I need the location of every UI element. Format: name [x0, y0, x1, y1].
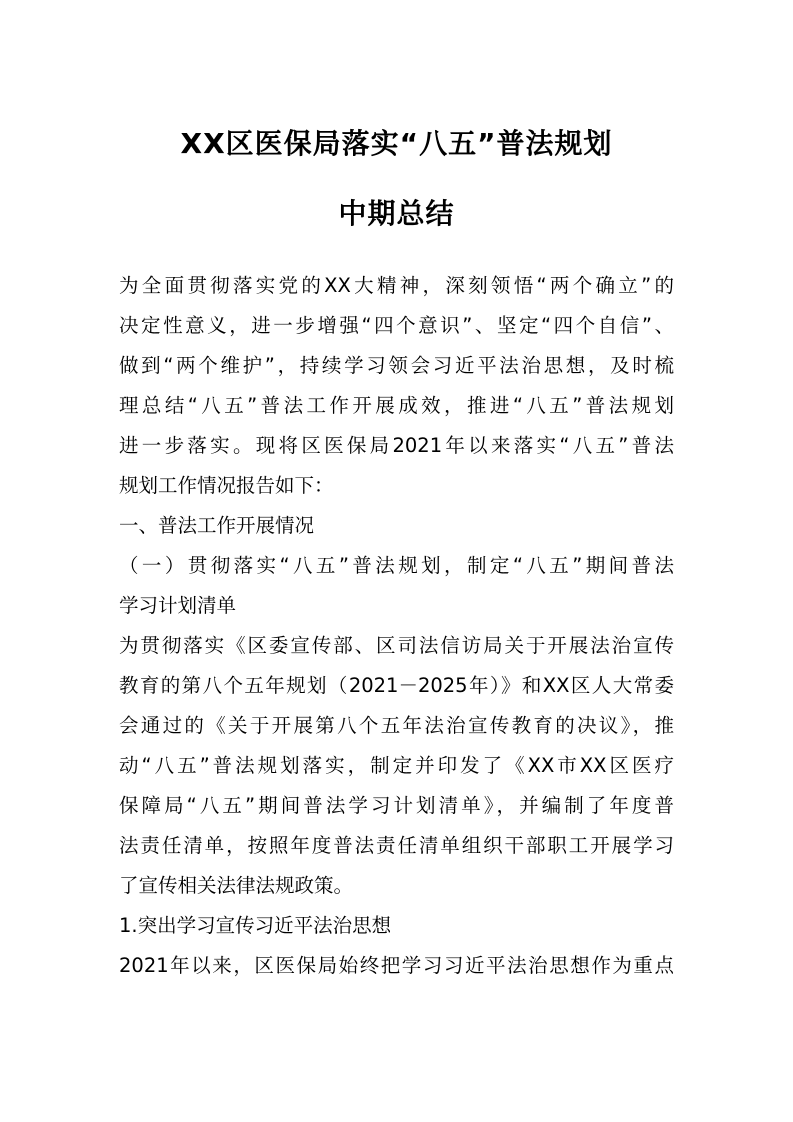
body-text-line: 教育的第八个五年规划（2021－2025年）》和XX区人大常委 — [119, 674, 674, 697]
body-text-line: 进一步落实。现将区医保局2021年以来落实“八五”普法 — [119, 434, 674, 457]
body-text-line: 法责任清单，按照年度普法责任清单组织干部职工开展学习 — [119, 834, 674, 857]
body-text-line: 了宣传相关法律法规政策。 — [119, 874, 354, 897]
body-text-line: 会通过的《关于开展第八个五年法治宣传教育的决议》，推 — [119, 714, 674, 737]
section-heading: 一、普法工作开展情况 — [119, 514, 315, 537]
body-text-line: 2021年以来，区医保局始终把学习习近平法治思想作为重点 — [119, 954, 674, 977]
body-text-line: 规划工作情况报告如下： — [119, 474, 334, 497]
body-text-line: 为全面贯彻落实党的XX大精神，深刻领悟“两个确立”的 — [119, 274, 674, 297]
body-text-line: 决定性意义，进一步增强“四个意识”、坚定“四个自信”、 — [119, 314, 674, 337]
document-title-line-1: XX区医保局落实“八五”普法规划 — [180, 127, 613, 160]
body-text-line: 保障局“八五”期间普法学习计划清单》，并编制了年度普 — [119, 794, 674, 817]
numbered-heading: 1.突出学习宣传习近平法治思想 — [119, 914, 392, 937]
subsection-heading: 学习计划清单 — [119, 594, 237, 617]
body-text-line: 做到“两个维护”，持续学习领会习近平法治思想，及时梳 — [119, 354, 674, 377]
document-title-line-2: 中期总结 — [338, 197, 455, 230]
body-text-line: 为贯彻落实《区委宣传部、区司法信访局关于开展法治宣传 — [119, 634, 674, 657]
body-text-line: 动“八五”普法规划落实，制定并印发了《XX市XX区医疗 — [119, 754, 674, 777]
body-text-line: 理总结“八五”普法工作开展成效，推进“八五”普法规划 — [119, 394, 674, 417]
subsection-heading: （一）贯彻落实“八五”普法规划，制定“八五”期间普法 — [119, 554, 674, 577]
